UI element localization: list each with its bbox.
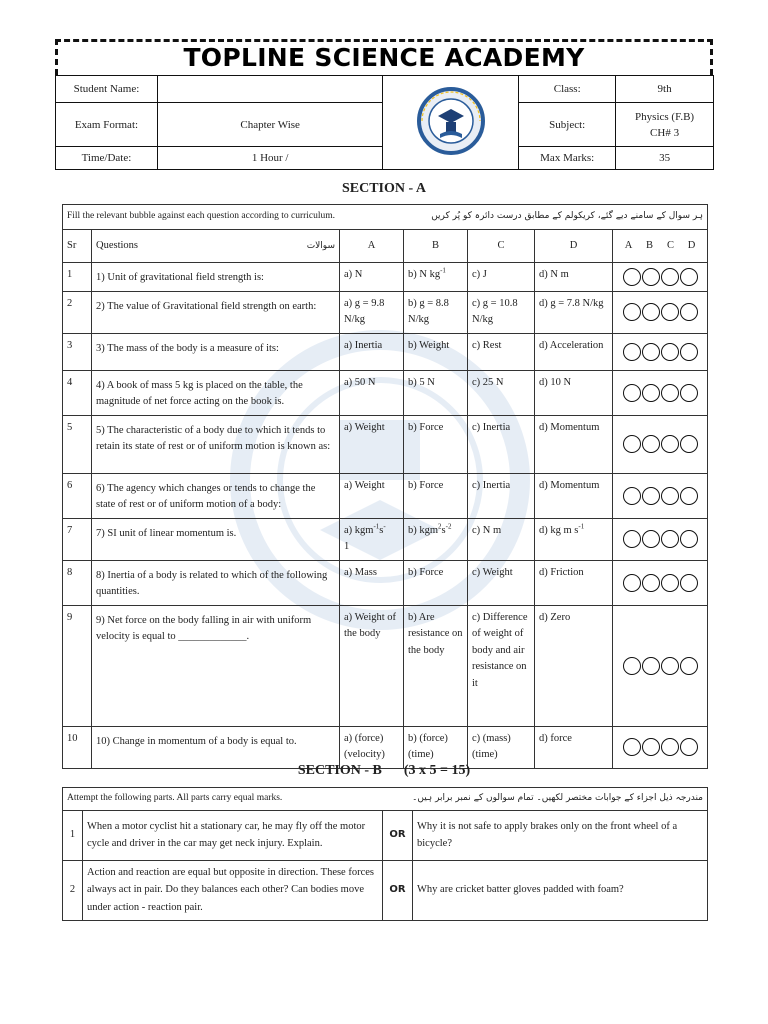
col-questions-label: Questions [96,239,138,251]
logo-cell [383,76,519,170]
or-label: OR [383,810,413,860]
question-row [63,263,708,292]
question-sr: 6 [63,473,92,518]
bubble-c[interactable] [661,303,679,321]
answer-bubbles [613,370,708,415]
bubble-d[interactable] [680,384,698,402]
option-c: c) Weight [468,560,535,605]
bubble-b[interactable] [642,738,660,756]
option-a: a) N [340,263,404,292]
bubble-c[interactable] [661,435,679,453]
question-text: 7) SI unit of linear momentum is. [92,518,340,560]
option-b: b) (force) (time) [404,726,468,768]
col-questions [92,230,340,263]
bubble-d[interactable] [680,268,698,286]
bubble-b[interactable] [642,487,660,505]
section-a-title: SECTION - A [341,181,427,196]
option-d: d) Friction [535,560,613,605]
option-b: b) Are resistance on the body [404,605,468,726]
answer-bubbles [613,291,708,333]
option-a [340,518,404,560]
option-b-text: b) kgm [408,524,439,536]
option-b-sup2: -2 [445,522,452,530]
option-b-tail: s [441,524,446,536]
bubble-b[interactable] [642,303,660,321]
question-sr: 7 [63,518,92,560]
option-b-text: b) N kg [408,269,441,280]
section-b-instruction-text: Attempt the following parts. All parts carry equal marks. [67,793,283,803]
option-c: c) N m [468,518,535,560]
option-b-sup: -1 [440,266,446,275]
bubble-head-d: D [687,239,696,251]
question-text: 5) The characteristic of a body due to which it tends to retain its state of rest or of uniform motion is known as: [92,415,340,473]
mcq-instruction-row [63,205,708,230]
question-text: 3) The mass of the body is a measure of its: [92,333,340,370]
bubble-d[interactable] [680,487,698,505]
question-text: 4) A book of mass 5 kg is placed on the table, the magnitude of net force acting on the book is. [92,370,340,415]
bubble-c[interactable] [661,268,679,286]
max-marks-value: 35 [616,146,714,169]
time-label: Time/Date: [56,146,158,169]
option-a-text: a) kgm [344,524,374,536]
option-b-sup: 2 [438,522,442,530]
option-b: b) 5 N [404,370,468,415]
bubble-b[interactable] [642,343,660,361]
bubble-a[interactable] [623,657,641,675]
question-text: 6) The agency which changes or tends to change the state of rest or of uniform motion of a body: [92,473,340,518]
bubble-b[interactable] [642,574,660,592]
bubble-a[interactable] [623,303,641,321]
option-b: b) g = 8.8 N/kg [404,291,468,333]
bubble-d[interactable] [680,303,698,321]
option-d: d) 10 N [535,370,613,415]
section-b-left-question: When a motor cyclist hit a stationary car, he may fly off the motor cycle and driver in the car may get neck injury. Explain. [83,810,383,860]
bubble-c[interactable] [661,530,679,548]
question-row [63,726,708,768]
option-c: c) Inertia [468,415,535,473]
option-a: a) (force) (velocity) [340,726,404,768]
option-c: c) Difference of weight of body and air resistance on it [468,605,535,726]
question-row [63,415,708,473]
answer-bubbles [613,333,708,370]
bubble-c[interactable] [661,574,679,592]
question-row [63,605,708,726]
option-d [535,518,613,560]
subject-label: Subject: [519,103,616,146]
option-a: a) 50 N [340,370,404,415]
section-b-right-question: Why it is not safe to apply brakes only on the front wheel of a bicycle? [413,810,708,860]
section-b-left-question: Action and reaction are equal but opposite in direction. These forces always act in pair. Do they balances each other? Can bodies move under action - reaction pair. [83,860,383,920]
section-b-row [63,860,708,920]
option-d: d) Momentum [535,473,613,518]
answer-bubbles [613,605,708,726]
exam-format-value: Chapter Wise [157,103,383,146]
option-c: c) (mass) (time) [468,726,535,768]
option-b: b) Force [404,560,468,605]
section-b-sr: 2 [63,860,83,920]
option-a: a) Weight [340,415,404,473]
student-name-label: Student Name: [56,76,158,103]
time-value: 1 Hour / [157,146,383,169]
option-c: c) g = 10.8 N/kg [468,291,535,333]
bubble-b[interactable] [642,268,660,286]
bubble-head-a: A [624,239,633,251]
bubble-b[interactable] [642,384,660,402]
option-b: b) Force [404,415,468,473]
option-d: d) Zero [535,605,613,726]
subject-line-2: CH# 3 [650,126,680,139]
question-row [63,291,708,333]
max-marks-label: Max Marks: [519,146,616,169]
class-value: 9th [616,76,714,103]
option-d-text: d) kg m s [539,524,579,536]
question-text: 8) Inertia of a body is related to which of the following quantities. [92,560,340,605]
question-sr: 3 [63,333,92,370]
bubble-a[interactable] [623,435,641,453]
bubble-d[interactable] [680,530,698,548]
bubble-c[interactable] [661,657,679,675]
bubble-c[interactable] [661,738,679,756]
option-d: d) g = 7.8 N/kg [535,291,613,333]
bubble-head-b: B [646,239,654,251]
bubble-c[interactable] [661,343,679,361]
bubble-d[interactable] [680,657,698,675]
question-row [63,333,708,370]
question-sr: 4 [63,370,92,415]
bubble-a[interactable] [623,343,641,361]
option-d: d) Momentum [535,415,613,473]
bubble-d[interactable] [680,738,698,756]
bubble-d[interactable] [680,435,698,453]
col-questions-urdu: سوالات [306,240,335,251]
question-text: 1) Unit of gravitational field strength is: [92,263,340,292]
question-sr: 5 [63,415,92,473]
section-b-table [62,787,708,921]
question-sr: 2 [63,291,92,333]
option-a-sup: -1 [373,522,380,530]
col-sr: Sr [63,230,92,263]
option-b [404,263,468,292]
bubble-a[interactable] [623,738,641,756]
bubble-a[interactable] [623,530,641,548]
class-label: Class: [519,76,616,103]
student-name-field[interactable] [157,76,383,103]
option-b [404,518,468,560]
academy-logo [416,76,486,166]
subject-line-1: Physics (F.B) [635,110,695,123]
question-row [63,370,708,415]
col-c: C [468,230,535,263]
section-b-title-text: SECTION - B [297,763,382,778]
option-d: d) N m [535,263,613,292]
option-d: d) Acceleration [535,333,613,370]
option-c: c) Inertia [468,473,535,518]
option-c: c) J [468,263,535,292]
bubble-a[interactable] [623,384,641,402]
col-b: B [404,230,468,263]
option-a: a) Inertia [340,333,404,370]
section-b-right-question: Why are cricket batter gloves padded with foam? [413,860,708,920]
col-d: D [535,230,613,263]
question-text: 2) The value of Gravitational field strength on earth: [92,291,340,333]
answer-bubbles [613,473,708,518]
answer-bubbles [613,560,708,605]
subject-value [616,103,714,146]
section-b-instruction-row [63,788,708,811]
question-sr: 8 [63,560,92,605]
mcq-header-row [63,230,708,263]
question-row [63,560,708,605]
question-sr: 1 [63,263,92,292]
bubble-b[interactable] [642,435,660,453]
academy-title: TOPLINE SCIENCE ACADEMY [183,43,585,72]
answer-bubbles [613,263,708,292]
answer-bubbles [613,415,708,473]
option-a-sup2: - [383,522,386,530]
exam-format-label: Exam Format: [56,103,158,146]
question-sr: 9 [63,605,92,726]
mcq-table [62,204,708,769]
bubble-head-c: C [667,239,675,251]
answer-bubbles [613,726,708,768]
bubble-c[interactable] [661,487,679,505]
mcq-instruction-urdu: ہر سوال کے سامنے دیے گئے، کریکولم کے مطابق درست دائرہ کو پُر کریں [431,211,704,221]
bubble-b[interactable] [642,530,660,548]
mcq-instruction [63,205,708,230]
option-a: a) Weight of the body [340,605,404,726]
question-text: 10) Change in momentum of a body is equal to. [92,726,340,768]
section-b-sr: 1 [63,810,83,860]
option-d: d) force [535,726,613,768]
info-table [55,75,714,170]
question-row [63,473,708,518]
bubble-d[interactable] [680,343,698,361]
col-bubbles [613,230,708,263]
bubble-a[interactable] [623,487,641,505]
or-label: OR [383,860,413,920]
question-sr: 10 [63,726,92,768]
bubble-d[interactable] [680,574,698,592]
section-b-instruction [63,788,708,811]
section-b-title [0,763,768,779]
option-c: c) 25 N [468,370,535,415]
question-row [63,518,708,560]
option-a: a) Weight [340,473,404,518]
answer-bubbles [613,518,708,560]
option-d-sup: -1 [578,522,585,530]
bubble-c[interactable] [661,384,679,402]
option-a: a) Mass [340,560,404,605]
mcq-instruction-text: Fill the relevant bubble against each question according to curriculum. [67,211,336,221]
bubble-a[interactable] [623,268,641,286]
option-a: a) g = 9.8 N/kg [340,291,404,333]
option-a-tail2: 1 [344,541,350,552]
bubble-b[interactable] [642,657,660,675]
option-b: b) Weight [404,333,468,370]
section-b-row [63,810,708,860]
bubble-a[interactable] [623,574,641,592]
header-box [55,39,713,75]
section-b-instruction-urdu: مندرجہ ذیل اجزاء کے جوابات مختصر لکھیں۔ تمام سوالوں کے نمبر برابر ہیں۔ [412,793,703,803]
option-c: c) Rest [468,333,535,370]
option-b: b) Force [404,473,468,518]
col-a: A [340,230,404,263]
question-text: 9) Net force on the body falling in air with uniform velocity is equal to _____________. [92,605,340,726]
section-b-marks: (3 x 5 = 15) [403,763,471,778]
option-a-tail: s [379,524,384,536]
